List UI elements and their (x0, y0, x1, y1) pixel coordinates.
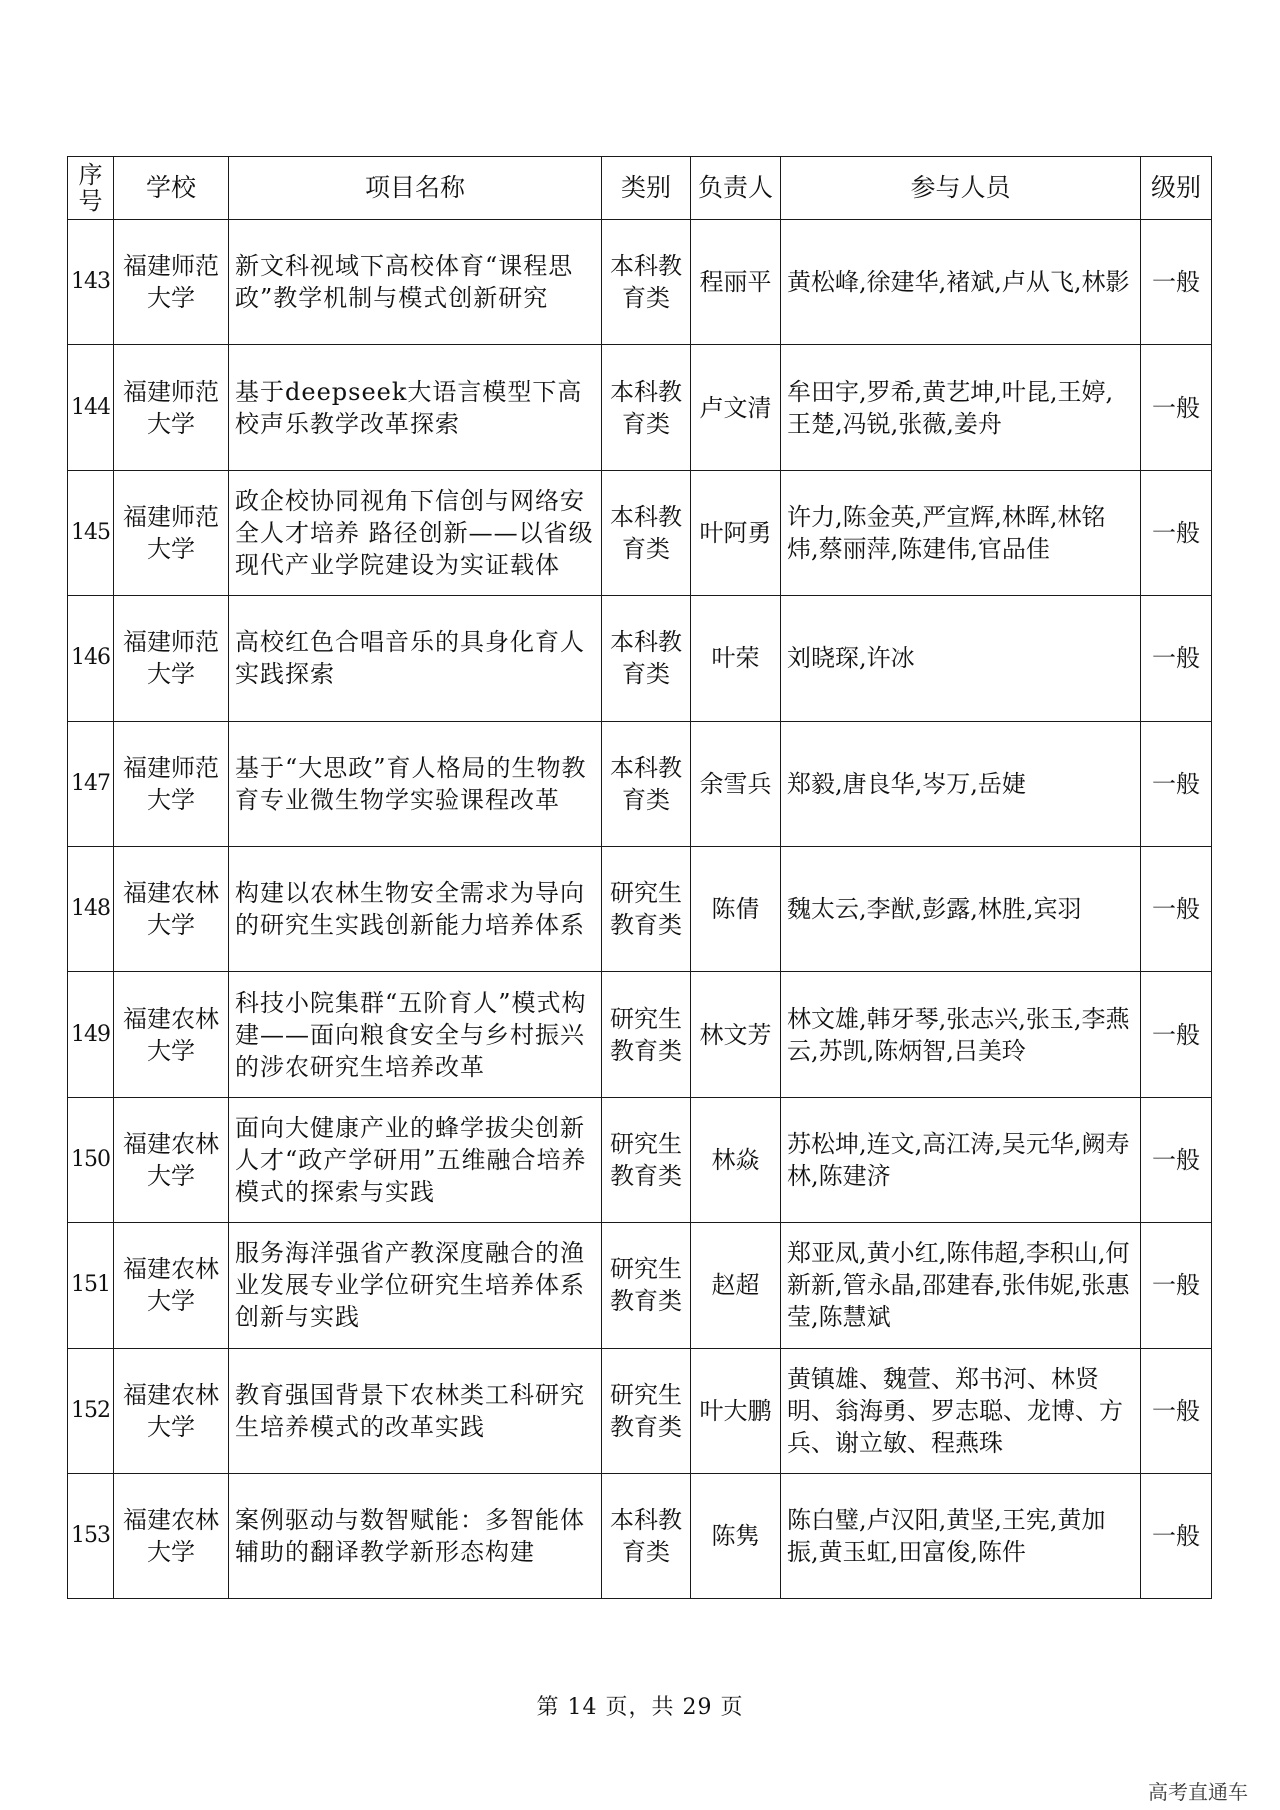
cell-school: 福建农林大学 (114, 1348, 229, 1473)
table-row (68, 1097, 1212, 1222)
table-row (68, 470, 1212, 595)
cell-project: 高校红色合唱音乐的具身化育人实践探索 (229, 596, 602, 721)
cell-school: 福建师范大学 (114, 345, 229, 470)
cell-leader: 林文芳 (691, 972, 781, 1097)
table-row (68, 1348, 1212, 1473)
cell-members: 郑亚凤,黄小红,陈伟超,李积山,何新新,管永晶,邵建春,张伟妮,张惠莹,陈慧斌 (781, 1223, 1141, 1348)
cell-level: 一般 (1141, 972, 1212, 1097)
header-no: 序号 (68, 157, 114, 220)
cell-no: 147 (68, 721, 114, 846)
cell-leader: 程丽平 (691, 220, 781, 345)
cell-no: 150 (68, 1097, 114, 1222)
cell-members: 郑毅,唐良华,岑万,岳婕 (781, 721, 1141, 846)
cell-no: 148 (68, 846, 114, 971)
cell-members: 陈白璧,卢汉阳,黄坚,王宪,黄加振,黄玉虹,田富俊,陈件 (781, 1473, 1141, 1598)
cell-school: 福建农林大学 (114, 846, 229, 971)
header-category: 类别 (602, 157, 691, 220)
cell-level: 一般 (1141, 220, 1212, 345)
cell-leader: 叶大鹏 (691, 1348, 781, 1473)
cell-project: 服务海洋强省产教深度融合的渔业发展专业学位研究生培养体系创新与实践 (229, 1223, 602, 1348)
cell-school: 福建农林大学 (114, 1223, 229, 1348)
table-row (68, 846, 1212, 971)
cell-no: 144 (68, 345, 114, 470)
table-row (68, 345, 1212, 470)
header-level: 级别 (1141, 157, 1212, 220)
cell-project: 基于“大思政”育人格局的生物教育专业微生物学实验课程改革 (229, 721, 602, 846)
cell-level: 一般 (1141, 470, 1212, 595)
cell-project: 科技小院集群“五阶育人”模式构建——面向粮食安全与乡村振兴的涉农研究生培养改革 (229, 972, 602, 1097)
project-table (67, 156, 1212, 1599)
table-row (68, 1223, 1212, 1348)
cell-category: 本科教育类 (602, 1473, 691, 1598)
cell-no: 153 (68, 1473, 114, 1598)
cell-category: 研究生教育类 (602, 1223, 691, 1348)
cell-level: 一般 (1141, 345, 1212, 470)
cell-school: 福建师范大学 (114, 721, 229, 846)
cell-school: 福建师范大学 (114, 220, 229, 345)
header-members: 参与人员 (781, 157, 1141, 220)
cell-level: 一般 (1141, 596, 1212, 721)
header-school: 学校 (114, 157, 229, 220)
cell-level: 一般 (1141, 1223, 1212, 1348)
cell-members: 刘晓琛,许冰 (781, 596, 1141, 721)
cell-no: 145 (68, 470, 114, 595)
header-row (68, 157, 1212, 220)
cell-members: 牟田宇,罗希,黄艺坤,叶昆,王婷,王楚,冯锐,张薇,姜舟 (781, 345, 1141, 470)
cell-leader: 陈隽 (691, 1473, 781, 1598)
cell-category: 研究生教育类 (602, 1097, 691, 1222)
cell-category: 研究生教育类 (602, 1348, 691, 1473)
cell-leader: 余雪兵 (691, 721, 781, 846)
cell-no: 151 (68, 1223, 114, 1348)
cell-level: 一般 (1141, 846, 1212, 971)
cell-project: 面向大健康产业的蜂学拔尖创新人才“政产学研用”五维融合培养模式的探索与实践 (229, 1097, 602, 1222)
cell-level: 一般 (1141, 1473, 1212, 1598)
table-row (68, 220, 1212, 345)
cell-project: 教育强国背景下农林类工科研究生培养模式的改革实践 (229, 1348, 602, 1473)
cell-no: 146 (68, 596, 114, 721)
cell-members: 苏松坤,连文,高江涛,吴元华,阙寿林,陈建济 (781, 1097, 1141, 1222)
cell-category: 研究生教育类 (602, 972, 691, 1097)
cell-members: 林文雄,韩牙琴,张志兴,张玉,李燕云,苏凯,陈炳智,吕美玲 (781, 972, 1141, 1097)
cell-level: 一般 (1141, 1097, 1212, 1222)
cell-no: 152 (68, 1348, 114, 1473)
cell-leader: 叶阿勇 (691, 470, 781, 595)
page-number: 第 14 页，共 29 页 (536, 1695, 744, 1720)
cell-members: 黄镇雄、魏萱、郑书河、林贤明、翁海勇、罗志聪、龙博、方兵、谢立敏、程燕珠 (781, 1348, 1141, 1473)
cell-leader: 赵超 (691, 1223, 781, 1348)
cell-category: 本科教育类 (602, 345, 691, 470)
cell-project: 新文科视域下高校体育“课程思政”教学机制与模式创新研究 (229, 220, 602, 345)
cell-school: 福建农林大学 (114, 1097, 229, 1222)
cell-category: 本科教育类 (602, 220, 691, 345)
cell-school: 福建师范大学 (114, 596, 229, 721)
cell-members: 魏太云,李猷,彭露,林胜,宾羽 (781, 846, 1141, 971)
cell-members: 许力,陈金英,严宣辉,林晖,林铭炜,蔡丽萍,陈建伟,官品佳 (781, 470, 1141, 595)
cell-leader: 叶荣 (691, 596, 781, 721)
cell-category: 本科教育类 (602, 721, 691, 846)
cell-leader: 卢文清 (691, 345, 781, 470)
cell-project: 基于deepseek大语言模型下高校声乐教学改革探索 (229, 345, 602, 470)
cell-category: 本科教育类 (602, 596, 691, 721)
cell-level: 一般 (1141, 1348, 1212, 1473)
table-row (68, 721, 1212, 846)
cell-members: 黄松峰,徐建华,褚斌,卢从飞,林影 (781, 220, 1141, 345)
watermark-text: 高考直通车 (1148, 1780, 1248, 1804)
cell-leader: 陈倩 (691, 846, 781, 971)
cell-school: 福建农林大学 (114, 1473, 229, 1598)
cell-category: 本科教育类 (602, 470, 691, 595)
cell-leader: 林焱 (691, 1097, 781, 1222)
cell-level: 一般 (1141, 721, 1212, 846)
cell-project: 构建以农林生物安全需求为导向的研究生实践创新能力培养体系 (229, 846, 602, 971)
cell-project: 政企校协同视角下信创与网络安全人才培养 路径创新——以省级现代产业学院建设为实证载体 (229, 470, 602, 595)
cell-no: 143 (68, 220, 114, 345)
table-row (68, 596, 1212, 721)
table-row (68, 972, 1212, 1097)
cell-project: 案例驱动与数智赋能：多智能体辅助的翻译教学新形态构建 (229, 1473, 602, 1598)
cell-school: 福建农林大学 (114, 972, 229, 1097)
table-row (68, 1473, 1212, 1598)
cell-school: 福建师范大学 (114, 470, 229, 595)
cell-no: 149 (68, 972, 114, 1097)
cell-category: 研究生教育类 (602, 846, 691, 971)
header-project: 项目名称 (229, 157, 602, 220)
header-leader: 负责人 (691, 157, 781, 220)
